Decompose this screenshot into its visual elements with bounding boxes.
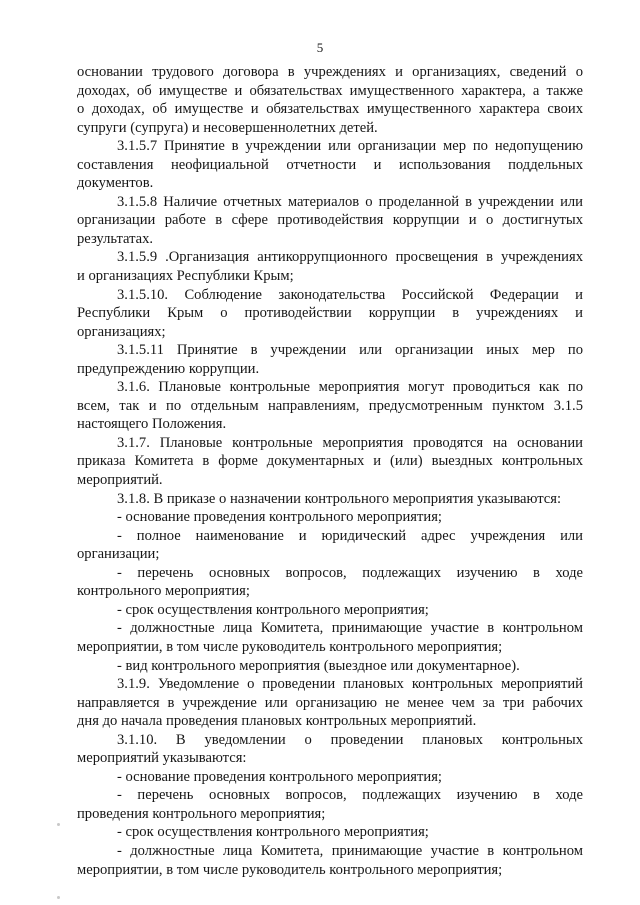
paragraph bbox=[77, 657, 583, 676]
text-line: о доходах, об имуществе и обязательствах имущественного характера своих bbox=[77, 101, 583, 118]
text-line: - основание проведения контрольного мероприятия; bbox=[117, 768, 442, 785]
text-line: - основание проведения контрольного мероприятия; bbox=[117, 509, 442, 526]
text-line: контрольного мероприятия; bbox=[77, 583, 250, 600]
text-line: организации; bbox=[77, 546, 160, 563]
document-body bbox=[77, 63, 583, 879]
text-line: приказа Комитета в форме документарных и (или) выездных контрольных bbox=[77, 453, 583, 470]
text-line: 3.1.5.9 .Организация антикоррупционного просвещения в учреждениях bbox=[117, 249, 583, 266]
paragraph bbox=[77, 490, 583, 509]
text-line: предупреждению коррупции. bbox=[77, 360, 260, 377]
paragraph bbox=[77, 675, 583, 731]
text-line: 3.1.10. В уведомлении о проведении плановых контрольных bbox=[117, 731, 583, 748]
text-line: 3.1.6. Плановые контрольные мероприятия могут проводиться как по bbox=[117, 379, 583, 396]
text-line: - срок осуществления контрольного мероприятия; bbox=[117, 824, 429, 841]
paragraph bbox=[77, 248, 583, 285]
text-line: мероприятии, в том числе руководитель контрольного мероприятия; bbox=[77, 638, 503, 655]
text-line: мероприятий. bbox=[77, 472, 163, 489]
text-line: настоящего Положения. bbox=[77, 416, 227, 433]
text-line: составления неофициальной отчетности и использования поддельных bbox=[77, 156, 583, 173]
paragraph bbox=[77, 341, 583, 378]
paragraph bbox=[77, 434, 583, 490]
text-line: мероприятии, в том числе руководитель контрольного мероприятия; bbox=[77, 861, 503, 878]
paragraph bbox=[77, 508, 583, 527]
paragraph bbox=[77, 564, 583, 601]
text-line: проведения контрольного мероприятия; bbox=[77, 805, 326, 822]
text-line: - перечень основных вопросов, подлежащих изучению в ходе bbox=[117, 787, 583, 804]
paragraph bbox=[77, 768, 583, 787]
text-line: - перечень основных вопросов, подлежащих изучению в ходе bbox=[117, 564, 583, 581]
text-line: доходах, об имуществе и обязательствах имущественного характера, а также bbox=[77, 82, 583, 99]
paragraph bbox=[77, 601, 583, 620]
paragraph bbox=[77, 378, 583, 434]
paragraph bbox=[77, 286, 583, 342]
scan-speck bbox=[57, 823, 60, 826]
scan-speck bbox=[57, 896, 60, 899]
text-line: документов. bbox=[77, 175, 154, 192]
page-number: 5 bbox=[316, 40, 324, 55]
paragraph bbox=[77, 823, 583, 842]
paragraph bbox=[77, 137, 583, 193]
text-line: дня до начала проведения плановых контрольных мероприятий. bbox=[77, 713, 477, 730]
text-line: - должностные лица Комитета, принимающие участие в контрольном bbox=[117, 842, 583, 859]
paragraph bbox=[77, 527, 583, 564]
text-line: организациях; bbox=[77, 323, 166, 340]
text-line: всем, так и по отдельным направлениям, предусмотренным пунктом 3.1.5 bbox=[77, 397, 583, 414]
text-line: 3.1.9. Уведомление о проведении плановых контрольных мероприятий bbox=[117, 676, 583, 693]
text-line: 3.1.5.8 Наличие отчетных материалов о проделанной в учреждении или bbox=[117, 193, 583, 210]
text-line: 3.1.5.11 Принятие в учреждении или организации иных мер по bbox=[117, 342, 583, 359]
text-line: Республики Крым о противодействии коррупции в учреждениях и bbox=[77, 305, 583, 322]
paragraph bbox=[77, 842, 583, 879]
text-line: направляется в учреждение или организацию не менее чем за три рабочих bbox=[77, 694, 583, 711]
text-line: 3.1.5.7 Принятие в учреждении или организации мер по недопущению bbox=[117, 138, 583, 155]
text-line: - должностные лица Комитета, принимающие участие в контрольном bbox=[117, 620, 583, 637]
text-line: мероприятий указываются: bbox=[77, 750, 247, 767]
text-line: 3.1.8. В приказе о назначении контрольного мероприятия указываются: bbox=[117, 490, 562, 507]
text-line: - вид контрольного мероприятия (выездное или документарное). bbox=[117, 657, 520, 674]
text-line: - полное наименование и юридический адрес учреждения или bbox=[117, 527, 583, 544]
paragraph bbox=[77, 193, 583, 249]
text-line: и организациях Республики Крым; bbox=[77, 268, 294, 285]
text-line: основании трудового договора в учреждениях и организациях, сведений о bbox=[77, 64, 583, 80]
paragraph bbox=[77, 63, 583, 137]
text-line: 3.1.7. Плановые контрольные мероприятия проводятся на основании bbox=[117, 434, 583, 451]
text-line: 3.1.5.10. Соблюдение законодательства Российской Федерации и bbox=[117, 286, 583, 303]
paragraph bbox=[77, 619, 583, 656]
paragraph bbox=[77, 786, 583, 823]
text-line: супруги (супруга) и несовершеннолетних детей. bbox=[77, 119, 378, 136]
text-line: организации работе в сфере противодействия коррупции и о достигнутых bbox=[77, 212, 583, 229]
text-line: - срок осуществления контрольного мероприятия; bbox=[117, 601, 429, 618]
paragraph bbox=[77, 731, 583, 768]
text-line: результатах. bbox=[77, 230, 154, 247]
